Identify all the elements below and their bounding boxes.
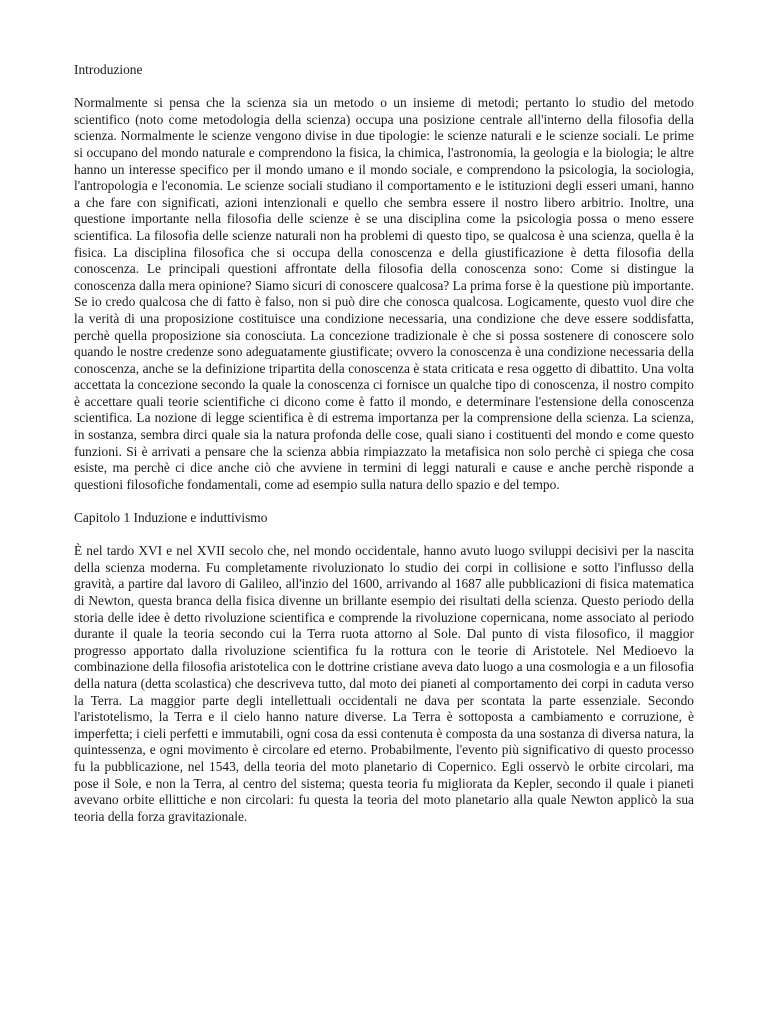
chapter1-heading: Capitolo 1 Induzione e induttivismo [74, 510, 268, 526]
spacer [74, 493, 694, 510]
intro-heading: Introduzione [74, 62, 143, 77]
chapter1-paragraph: È nel tardo XVI e nel XVII secolo che, nel mondo occidentale, hanno avuto luogo sviluppi decisivi per la nascita della scienza moderna. Fu completamente rivoluzionato lo studio dei corpi in collisione e sotto l'influsso della gravità, a partire dal lavoro di Galileo, all'inzio del 1600, arrivando al 1687 alle pubblicazioni di fisica matematica di Newton, questa branca della fisica divenne un brillante esempio dei risultati della scienza. Questo periodo della storia delle idee è detto rivoluzione scientifica e comprende la rivoluzione copernicana, nome associato al periodo durante il quale la teoria secondo cui la Terra ruota attorno al Sole. Dal punto di vista filosofico, il maggior progresso apportato dalla rivoluzione scientifica fu la rottura con le teorie di Aristotele. Nel Medioevo la combinazione della filosofia aristotelica con le dottrine cristiane aveva dato luogo a una cosmologia e a un filosofia della natura (detta scolastica) che descriveva tutto, dal moto dei pianeti al comportamento dei corpi in caduta verso la Terra. La maggior parte degli intellettuali occidentali ne dava per scontata la parte essenziale. Secondo l'aristotelismo, la Terra e il cielo hanno nature diverse. La Terra è sottoposta a cambiamento e corruzione, è imperfetta; i cieli perfetti e immutabili, ogni cosa da essi contenuta è composta da una sostanza di diversa natura, la quintessenza, e ogni movimento è circolare ed eterno. Probabilmente, l'evento più significativo di questo processo fu la pubblicazione, nel 1543, della teoria del moto planetario di Copernico. Egli osservò le orbite circolari, ma pose il Sole, e non la Terra, al centro del sistema; questa teoria fu migliorata da Kepler, secondo il quale i pianeti avevano orbite ellittiche e non circolari: fu questa la teoria del moto planetario alla quale Newton applicò la sua teoria della forza gravitazionale. [74, 543, 694, 824]
spacer [74, 79, 694, 96]
intro-paragraph: Normalmente si pensa che la scienza sia un metodo o un insieme di metodi; pertanto lo studio del metodo scientifico (noto come metodologia della scienza) occupa una posizione centrale all'interno della filosofia della scienza. Normalmente le scienze vengono divise in due tipologie: le scienze naturali e le scienze sociali. Le prime si occupano del mondo naturale e comprendono la fisica, la chimica, l'astronomia, la geologia e la biologia; le altre hanno un interesse specifico per il mondo umano e il mondo sociale, e comprendono la psicologia, la sociologia, l'antropologia e l'economia. Le scienze sociali studiano il comportamento e le istituzioni degli esseri umani, hanno a che fare con significati, azioni intenzionali e quello che sembra essere il nostro libero arbitrio. Inoltre, una questione importante nella filosofia delle scienze è se una disciplina come la psicologia possa o meno essere scientifica. La filosofia delle scienze naturali non ha problemi di questo tipo, se qualcosa è una scienza, quella è la fisica. La disciplina filosofica che si occupa della conoscenza e della giustificazione è detta filosofia della conoscenza. Le principali questioni affrontate della filosofia della conoscenza sono: Come si distingue la conoscenza dalla mera opinione? Siamo sicuri di conoscere qualcosa? La prima forse è la questione più importante. Se io credo qualcosa che di fatto è falso, non si può dire che conosca qualcosa. Logicamente, questo vuol dire che la verità di una proposizione costituisce una condizione necessaria, una condizione che deve essere soddisfatta, perchè quella proposizione sia conosciuta. La concezione tradizionale è che si possa sostenere di conoscere solo quando le nostre credenze sono adeguatamente giustificate; ovvero la conoscenza è una condizione necessaria della conoscenza, anche se la definizione tripartita della conoscenza è stata criticata e resa oggetto di dibattito. Una volta accettata la concezione secondo la quale la conoscenza ci fornisce un qualche tipo di conoscenza, il nostro compito è accettare quali teorie scientifiche ci dicono come è fatto il mondo, e determinare l'estensione della conoscenza scientifica. La nozione di legge scientifica è di estrema importanza per la comprensione della scienza. La scienza, in sostanza, sembra dirci quale sia la natura profonda delle cose, quali siano i costituenti del mondo e come questo funzioni. Si è arrivati a pensare che la scienza abbia rimpiazzato la metafisica non solo perchè ci spiega che cosa esiste, ma perchè ci dice anche ciò che avviene in termini di leggi naturali e cause e anche perchè risponde a questioni filosofiche fondamentali, come ad esempio sulla natura dello spazio e del tempo. [74, 95, 694, 492]
document-page [74, 62, 694, 825]
spacer [74, 527, 694, 544]
